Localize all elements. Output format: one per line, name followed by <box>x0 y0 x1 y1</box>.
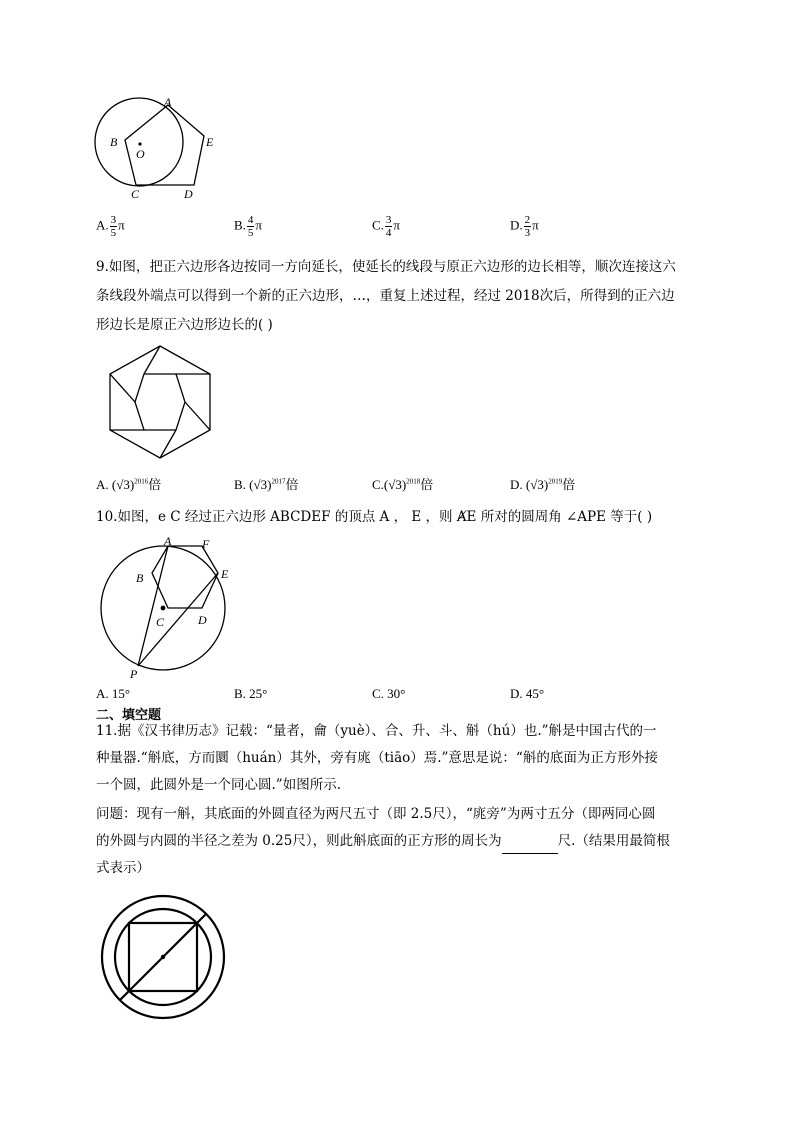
q9-inner-hexagon <box>135 374 185 430</box>
q11-figure <box>98 892 228 1022</box>
q11-line-6: 式表示） <box>96 860 150 876</box>
q10-label-a: A <box>164 536 172 548</box>
q8-pentagon <box>125 105 204 185</box>
q8-label-c: C <box>131 187 140 201</box>
q10-option-d: D. 45° <box>510 686 545 701</box>
q9-outer-hexagon <box>110 346 210 458</box>
q8-option-d: D. $\frac{2}{3}$ π <box>510 214 539 239</box>
q8-label-b: B <box>110 135 118 149</box>
q8-option-c: C. $\frac{3}{4}$ π <box>372 214 400 239</box>
q9-extension <box>110 374 135 402</box>
q8-center-dot <box>138 142 141 145</box>
q11-line-1: 11.据《汉书律历志》记载：“量者，龠（yuè）、合、升、斗、斛（hú）也.”斛是中国古代的一 <box>96 723 657 739</box>
q11-line-4: 问题：现有一斛，其底面的外圆直径为两尺五寸（即 2.5尺），“庣旁”为两寸五分（即两同心圆 <box>96 806 656 822</box>
q8-label-d: D <box>184 187 193 201</box>
q8-label-a: A <box>164 95 172 109</box>
q8-figure <box>92 92 232 202</box>
q9-option-d: D. $(√3)^{2019}$倍 <box>510 477 576 492</box>
q9-line-1: 9.如图，把正六边形各边按同一方向延长，使延长的线段与原正六边形的边长相等，顺次连接这六 <box>96 259 676 275</box>
q10-label-b: B <box>136 571 144 585</box>
q10-center-dot <box>161 606 166 611</box>
q10-hexagon <box>152 546 218 608</box>
q10-figure <box>96 536 232 682</box>
q9-line-2: 条线段外端点可以得到一个新的正六边形，…，重复上述过程，经过 2018次后，所得到的正六边 <box>96 288 675 304</box>
q8-option-a: A. $\frac{3}{5}$ π <box>96 214 125 239</box>
q10-label-c: C <box>156 615 165 629</box>
q11-line-5: 的外圆与内圆的半径之差为 0.25尺），则此斛底面的正方形的周长为 尺.（结果用最简根 <box>96 828 670 854</box>
q11-line-2: 种量器.“斛底，方而圜（huán）其外，旁有庣（tiāo）焉.”意思是说：“斛的底面为正方形外接 <box>96 750 658 766</box>
answer-blank[interactable] <box>502 839 558 854</box>
q10-option-b: B. 25° <box>234 686 268 701</box>
q9-option-a: A. $(√3)^{2016}$倍 <box>96 477 162 492</box>
q9-option-c: $C.(√3)^{2018}$倍 <box>372 477 434 492</box>
q10-option-c: C. 30° <box>372 686 406 701</box>
q10-stem: 10.如图，e C 经过正六边形 ABCDEF 的顶点 A ， E ，则 ȺE 所对的圆周角 ∠APE 等于( ) <box>96 509 653 525</box>
q11-center-dot <box>161 955 165 959</box>
q8-label-e: E <box>206 135 214 149</box>
q11-line-3: 一个圆，此圆外是一个同心圆.”如图所示. <box>96 777 341 793</box>
q10-label-p: P <box>130 667 138 681</box>
q10-label-f: F <box>202 537 210 551</box>
q8-label-o: O <box>136 147 145 161</box>
q10-label-e: E <box>221 567 229 581</box>
section-title: 二、填空题 <box>96 708 162 723</box>
q8-circle <box>95 98 183 186</box>
q9-extension <box>185 402 210 430</box>
q9-figure <box>104 344 216 460</box>
q9-option-b: B. $(√3)^{2017}$倍 <box>234 477 299 492</box>
q10-label-d: D <box>198 613 207 627</box>
q8-option-b: B. $\frac{4}{5}$ π <box>234 214 262 239</box>
q9-line-3: 形边长是原正六边形边长的( ) <box>96 317 273 333</box>
q10-option-a: A. 15° <box>96 686 131 701</box>
